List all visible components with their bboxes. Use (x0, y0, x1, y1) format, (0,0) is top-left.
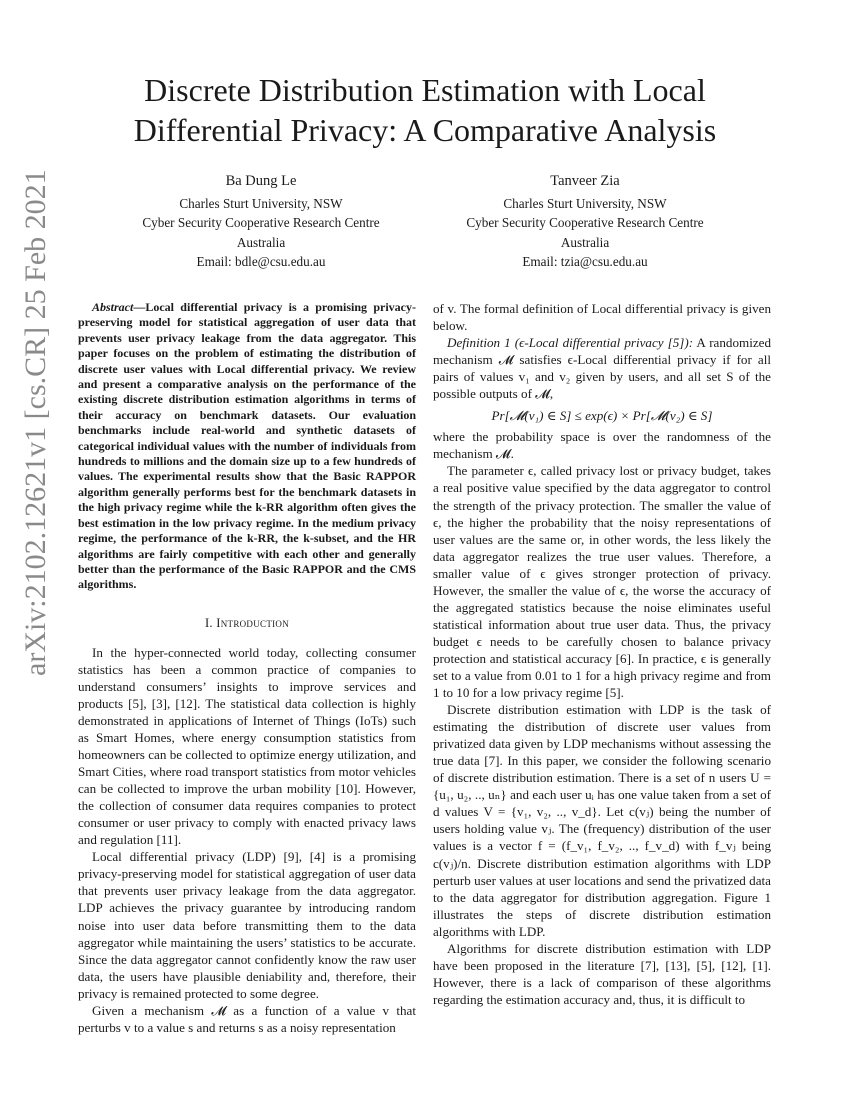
title-line-2: Differential Privacy: A Comparative Analysis (133, 112, 717, 148)
author-affiliation: Charles Sturt University, NSW (179, 195, 343, 211)
section-heading: I. Introduction (204, 615, 290, 630)
abstract-label: Abstract (92, 300, 134, 314)
author-country: Australia (236, 234, 286, 250)
definition (433, 334, 771, 402)
author-block-2 (425, 172, 745, 272)
definition-text: A randomized mechanism 𝓜 satisfies ϵ-Local differential privacy if for all pairs of values v₁ and v₂ given by users, and all set S of the possible outputs of 𝓜, (433, 335, 771, 402)
author-affiliation: Cyber Security Cooperative Research Centre (142, 215, 380, 230)
author-email: Email: bdle@csu.edu.au (196, 254, 326, 269)
right-column (433, 300, 771, 1008)
paragraph: The parameter ϵ, called privacy lost or privacy budget, takes a real positive value specified by the data aggregator to control the strength of the privacy protection. The smaller the value of ϵ, the higher the probability that the noisy representations of user values are the same or, in other words, the less likely the data aggregator realizes the true user values. Therefore, a smaller value of ϵ gives stronger protection of privacy. However, the smaller the value of ϵ, the worse the accuracy of the aggregated statistics because the noise eliminates useful statistical information about true user data. Thus, the privacy budget ϵ needs to be carefully chosen to balance privacy protection and statistical accuracy [6]. In practice, ϵ is generally set to a value from 0.01 to 1 for a high privacy regime and from 1 to 10 for a low privacy regime [5]. (433, 463, 771, 701)
paragraph: Discrete distribution estimation with LDP is the task of estimating the distribution of discrete user values from privatized data given by LDP mechanisms without assessing the true data [7]. In this paper, we consider the following scenario of discrete distribution estimation. There is a set of n users U = {u₁, u₂, .., uₙ} and each user uᵢ has one value taken from a set of d values V = {v₁, v₂, .., v_d}. Let c(vⱼ) being the number of users holding value vⱼ. The (frequency) distribution of the user values is a vector f = (f_v₁, f_v₂, .., f_v_d) with f_vⱼ being c(vⱼ)/n. Discrete distribution estimation algorithms with LDP perturb user values at user locations and send the privatized data to the data aggregator for distribution aggregation. Figure 1 illustrates the steps of discrete distribution estimation algorithms with LDP. (433, 702, 771, 939)
paragraph: where the probability space is over the randomness of the mechanism 𝓜. (433, 429, 771, 462)
author-affiliation: Charles Sturt University, NSW (503, 195, 667, 211)
paragraph: Algorithms for discrete distribution estimation with LDP have been proposed in the literature [7], [13], [5], [12], [1]. However, there is a lack of comparison of these algorithms regarding the estimation accuracy and, thus, it is difficult to (433, 940, 771, 1007)
title-line-1: Discrete Distribution Estimation with Local (144, 72, 706, 108)
arxiv-identifier: arXiv:2102.12621v1 [cs.CR] 25 Feb 2021 (19, 169, 52, 676)
paper-title (60, 70, 790, 150)
author-name: Ba Dung Le (225, 173, 297, 189)
paragraph: Given a mechanism 𝓜 as a function of a value v that perturbs v to a value s and returns s as a noisy representation (78, 1002, 416, 1035)
left-column (78, 300, 416, 1036)
author-block-1 (101, 172, 421, 272)
definition-label: Definition 1 (ϵ-Local differential privacy [5]): (447, 335, 694, 351)
equation: Pr[𝓜(v₁) ∈ S] ≤ exp(ϵ) × Pr[𝓜(v₂) ∈ S] (491, 408, 713, 424)
paragraph: In the hyper-connected world today, collecting consumer statistics has been a common practice of companies to understand consumers’ insights to improve services and products [5], [3], [12]. The statistical data collection is highly demonstrated in applications of Internet of Things (IoTs) such as Smart Homes, where energy consumption statistics from homeowners can be collected to optimize energy utilization, and Smart Cities, where road transport statistics from motor vehicles can be collected to improve the urban mobility [10]. However, the collection of consumer data requires companies to protect consumer or user privacy to comply with enacted privacy laws and regulation [11]. (78, 644, 416, 848)
abstract (78, 300, 416, 593)
author-name: Tanveer Zia (550, 173, 620, 189)
paragraph: of v. The formal definition of Local differential privacy is given below. (433, 301, 771, 334)
author-country: Australia (560, 234, 610, 250)
author-affiliation: Cyber Security Cooperative Research Centre (466, 215, 704, 230)
abstract-text: —Local differential privacy is a promising privacy-preserving model for statistical aggregation of user data that prevents user privacy leakage from the data aggregator. This paper focuses on the problem of estimating the distribution of discrete user values with Local differential privacy. We review and present a comparative analysis on the performance of the existing discrete distribution estimation algorithms in terms of their accuracy on benchmark datasets. Our evaluation benchmarks include real-world and synthetic datasets of categorical individual values with the number of individuals from hundreds to millions and the domain size up to a few hundreds of values. The experimental results show that the Basic RAPPOR algorithm generally performs best for the benchmark datasets in the high privacy regime while the k-RR algorithm often gives the best estimation in the low privacy regime. In the medium privacy regime, the performance of the k-RR, the k-subset, and the HR algorithms are fairly competitive with each other and generally better than the performance of the Basic RAPPOR and the CMS algorithms. (78, 300, 416, 592)
author-email: Email: tzia@csu.edu.au (522, 254, 648, 269)
paragraph: Local differential privacy (LDP) [9], [4] is a promising privacy-preserving model for statistical aggregation of user data that prevents user privacy leakage from the data aggregator. LDP achieves the privacy guarantee by introducing random noise into user data before transmitting them to the data aggregator while maintaining the users’ statistics to be accurate. Since the data aggregator cannot confidently know the raw user data, the users have plausible deniability and, therefore, their privacy is remained protected to some degree. (78, 849, 416, 1001)
